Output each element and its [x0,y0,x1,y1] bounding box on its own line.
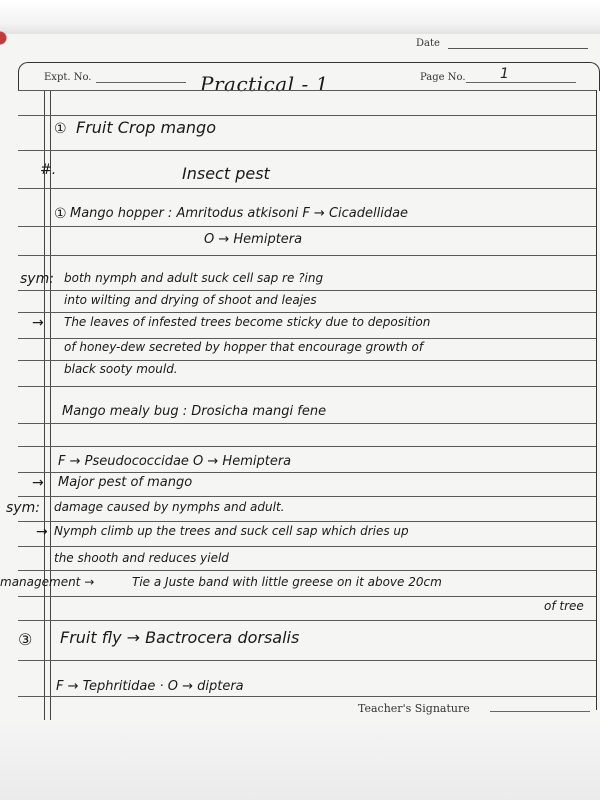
ruled-line [18,360,596,361]
expt-no-line [96,82,186,83]
date-line [448,48,588,49]
teacher-signature-line [490,711,590,712]
line-marker: ① [54,121,67,137]
handwritten-line: Fruit Crop mango [76,118,216,137]
handwritten-line: damage caused by nymphs and adult. [54,500,285,514]
date-label: Date [416,38,440,49]
page-no-line [466,82,576,83]
corner-mark [0,30,20,46]
right-border [596,90,597,710]
teacher-signature-label: Teacher's Signature [358,702,470,715]
ruled-line [18,290,596,291]
handwritten-line: Nymph climb up the trees and suck cell sap which dries up [54,524,409,538]
handwritten-line: F → Pseudococcidae O → Hemiptera [58,454,292,469]
ruled-line [18,596,596,597]
handwritten-line: both nymph and adult suck cell sap re ?ing [64,271,324,285]
ruled-line [18,255,596,256]
handwritten-line: The leaves of infested trees become sticky due to deposition [64,315,431,329]
line-marker: ① [54,206,67,222]
handwritten-line: into wilting and drying of shoot and leajes [64,293,317,307]
ruled-line [18,521,596,522]
page-top-edge [0,0,600,34]
ruled-line [18,696,596,697]
margin-line-inner [50,90,51,720]
line-marker: → [32,315,44,331]
page-title: Practical - 1 [200,72,329,96]
handwritten-line: black sooty mould. [64,362,178,376]
ruled-line [18,620,596,621]
handwritten-line: Major pest of mango [58,475,193,490]
ruled-line [18,570,596,571]
page-bottom-shade [0,726,600,800]
ruled-line [18,150,596,151]
handwritten-line: Mango hopper : Amritodus atkisoni F → Cicadellidae [70,206,409,221]
ruled-line [18,188,596,189]
handwritten-line: Tie a Juste band with little greese on it above 20cm [132,575,442,589]
page-no-label: Page No. [420,72,466,83]
ruled-line [18,226,596,227]
ruled-line [18,90,596,91]
ruled-line [18,115,596,116]
line-marker: ③ [18,630,33,649]
ruled-line [18,312,596,313]
ruled-line [18,546,596,547]
page-number: 1 [500,66,509,82]
line-marker: sym: [6,500,40,516]
handwritten-line: Insect pest [182,164,270,183]
margin-line-outer [44,90,45,720]
line-marker: → [36,524,48,540]
handwritten-line: of honey-dew secreted by hopper that encourage growth of [64,340,424,354]
handwritten-line: Mango mealy bug : Drosicha mangi fene [62,404,327,419]
expt-no-label: Expt. No. [44,72,92,83]
ruled-line [18,386,596,387]
line-marker: management → [0,575,95,589]
ruled-line [18,496,596,497]
line-marker: → [32,475,44,491]
handwritten-line: F → Tephritidae · O → diptera [56,679,244,694]
handwritten-line: the shooth and reduces yield [54,551,229,565]
handwritten-line: of tree [544,599,584,613]
ruled-line [18,338,596,339]
handwritten-line: Fruit fly → Bactrocera dorsalis [60,628,300,647]
line-marker: sym: [20,271,54,287]
handwritten-line: O → Hemiptera [204,232,303,247]
ruled-line [18,423,596,424]
ruled-line [18,446,596,447]
line-marker: #. [40,162,57,178]
ruled-line [18,472,596,473]
ruled-line [18,660,596,661]
